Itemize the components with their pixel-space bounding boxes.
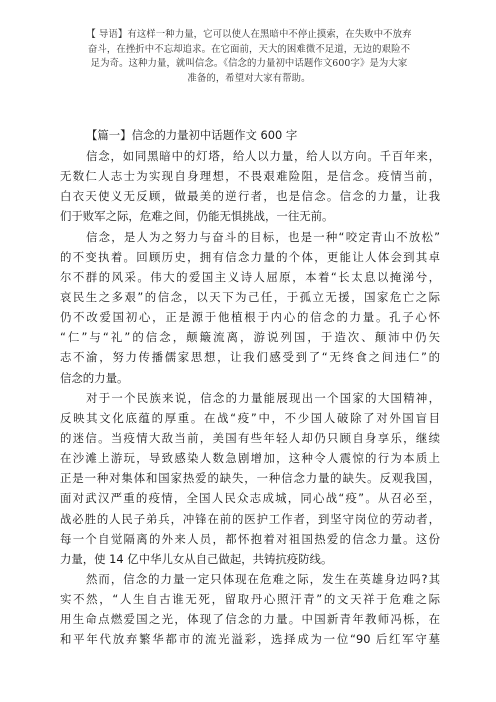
paragraph-line: 反映其文化底蕴的厚重。在战“疫”中，不少国人破除了对外国盲目: [60, 410, 440, 425]
paragraph-line: 志不渝，努力传播儒家思想，让我们感受到了“无终食之间违仁”的: [60, 350, 440, 365]
paragraph-line: 信念，如同黑暗中的灯塔，给人以力量，给人以方向。千百年来，: [86, 149, 440, 163]
paragraph-line: 的不变执着。回顾历史，拥有信念力量的个体，更能让人体会到其卓: [60, 249, 440, 264]
paragraph-line: 正是一种对集体和国家热爱的缺失，一种信念力量的缺失。反观我国，: [60, 471, 440, 486]
paragraph-line: 每一个自觉隔离的外来人员，都怀抱着对祖国热爱的信念力量。这份: [60, 531, 440, 546]
paragraph-line: 尔不群的风采。伟大的爱国主义诗人屈原，本着“长太息以掩涕兮，: [60, 269, 440, 284]
paragraph-line: 用生命点燃爱国之光，体现了信念的力量。中国新青年教师冯栎，在: [60, 612, 440, 627]
paragraph-line: 然而，信念的力量一定只体现在危难之际，发生在英雄身边吗?其: [86, 571, 440, 586]
paragraph-line: 和平年代放弃繁华都市的流光溢彩，选择成为一位“90 后红军守墓: [60, 632, 440, 647]
paragraph-line: 实不然，“人生自古谁无死，留取丹心照汗青”的文天祥于危难之际: [60, 592, 440, 607]
paragraph-line: 仍不改爱国初心，正是源于他植根于内心的信念的力量。孔子心怀: [60, 310, 440, 325]
paragraph-line: 信念的力量。: [60, 370, 129, 385]
guide-line: 足为奇。这种力量，就叫信念。《信念的力量初中话题作文600字》是为大家: [90, 58, 408, 70]
intro-guide: [62, 28, 436, 86]
paragraph-line: 面对武汉严重的疫情，全国人民众志成城，同心战“疫”。从召必至，: [60, 491, 440, 506]
paragraph-line: 对于一个民族来说，信念的力量能展现出一个国家的大国精神，: [86, 390, 440, 405]
paragraph-line: 白衣天使义无反顾，做最美的逆行者，也是信念。信念的力量，让我: [60, 189, 440, 204]
guide-line: 【 导语】有这样一种力量，它可以使人在黑暗中不停止摸索，在失败中不放弃: [86, 29, 412, 40]
article-body: [60, 146, 440, 650]
article-heading: 【篇一】信念的力量初中话题作文 600 字: [86, 128, 298, 142]
paragraph-line: 哀民生之多艰”的信念，以天下为己任，于孤立无援，国家危亡之际: [60, 289, 440, 304]
paragraph-line: 战必胜的人民子弟兵，冲锋在前的医护工作者，到坚守岗位的劳动者，: [60, 511, 440, 526]
guide-line: 奋斗，在挫折中不忘却追求。在它面前，天大的困难微不足道，无边的艰险不: [87, 43, 411, 55]
paragraph-line: 无数仁人志士为实现自身理想，不畏艰难险阻，是信念。疫情当前，: [60, 169, 440, 184]
paragraph-line: 们于败军之际，危难之间，仍能无惧挑战，一往无前。: [60, 209, 334, 224]
paragraph-line: 力量，使 14 亿中华儿女从自己做起，共铸抗疫防线。: [60, 551, 333, 566]
guide-line: 准备的，希望对大家有帮助。: [187, 72, 311, 84]
paragraph-line: 在沙滩上游玩，导致感染人数急剧增加，这种令人震惊的行为本质上: [60, 451, 440, 466]
paragraph-line: “仁”与“礼”的信念，颠簸流离，游说列国，于造次、颠沛中仍矢: [60, 330, 440, 345]
paragraph-line: 的迷信。当疫情大敌当前，美国有些年轻人却仍只顾自身享乐，继续: [60, 430, 440, 445]
paragraph-line: 信念，是人为之努力与奋斗的目标，也是一种“咬定青山不放松”: [86, 229, 440, 244]
